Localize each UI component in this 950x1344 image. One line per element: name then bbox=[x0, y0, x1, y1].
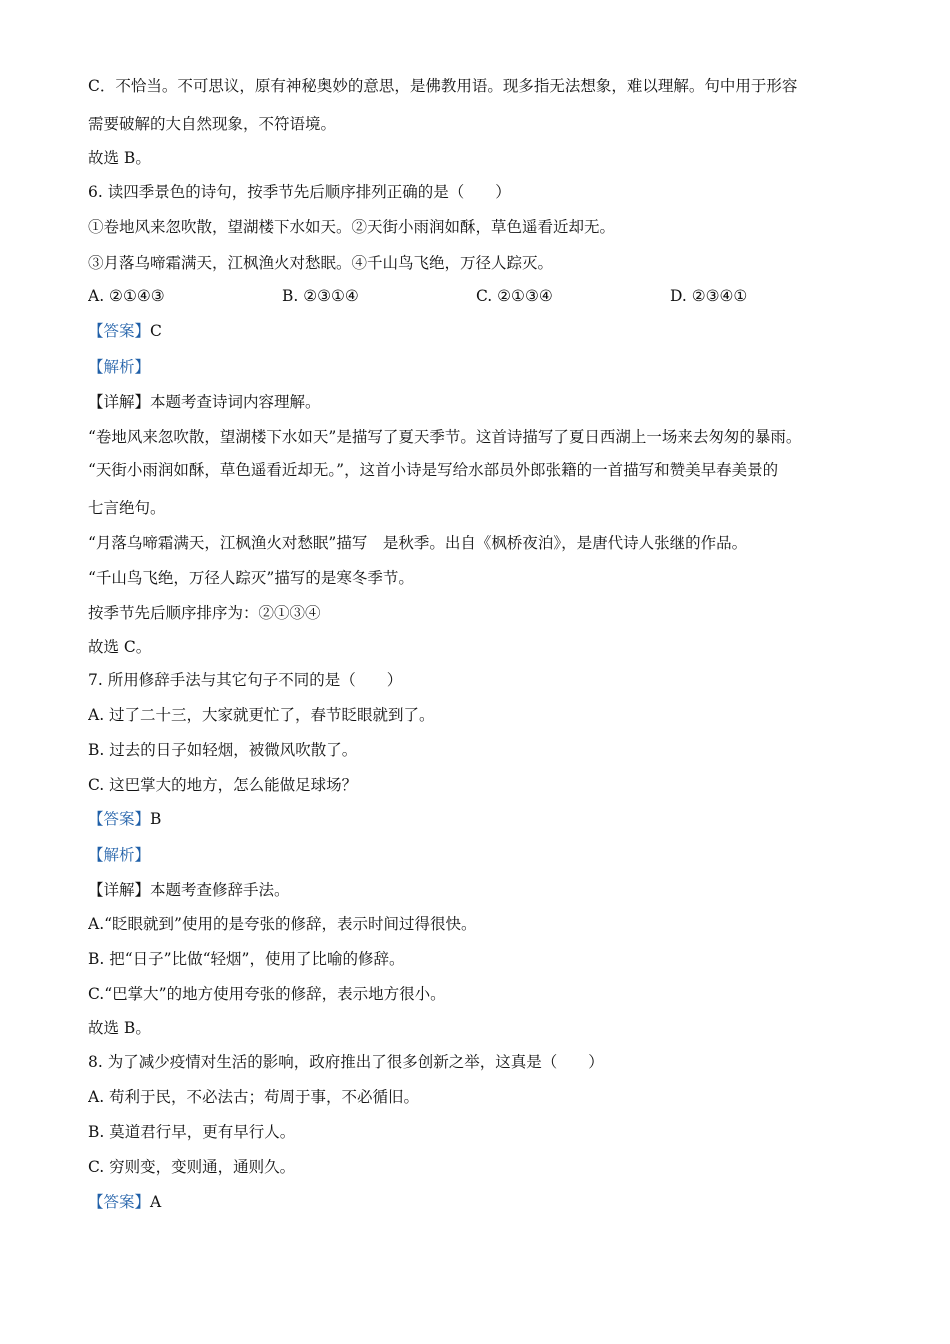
option-b: B. ②③①④ bbox=[282, 287, 359, 305]
text-line: A. 苟利于民，不必法古；苟周于事，不必循旧。 bbox=[88, 1088, 420, 1106]
answer-tag: 【答案】 bbox=[88, 322, 151, 340]
text-line: 故选 B。 bbox=[88, 149, 151, 167]
text-line: 七言绝句。 bbox=[88, 499, 166, 517]
text-line: “卷地风来忽吹散，望湖楼下水如天”是描写了夏天季节。这首诗描写了夏日西湖上一场来去匆匆的暴雨。 bbox=[88, 428, 802, 446]
text-line: 按季节先后顺序排序为：②①③④ bbox=[88, 604, 321, 622]
question-8: 8. 为了减少疫情对生活的影响，政府推出了很多创新之举，这真是（ ） bbox=[88, 1053, 604, 1071]
text-line: C. 这巴掌大的地方，怎么能做足球场？ bbox=[88, 776, 358, 794]
answer-line bbox=[88, 808, 890, 830]
answer-tag: 【答案】 bbox=[88, 1193, 151, 1211]
answer-line bbox=[88, 320, 890, 342]
answer-tag: 【答案】 bbox=[88, 810, 151, 828]
answer-value: C bbox=[150, 322, 162, 340]
text-line: C．不恰当。不可思议，原有神秘奥妙的意思，是佛教用语。现多指无法想象，难以理解。句中用于形容 bbox=[88, 77, 798, 95]
text-line: A.“眨眼就到”使用的是夸张的修辞，表示时间过得很快。 bbox=[88, 915, 477, 933]
option-d: D. ②③④① bbox=[670, 287, 748, 305]
text-line: B. 把“日子”比做“轻烟”，使用了比喻的修辞。 bbox=[88, 950, 405, 968]
analysis-tag: 【解析】 bbox=[88, 358, 151, 376]
text-line: ①卷地风来忽吹散，望湖楼下水如天。②天街小雨润如酥，草色遥看近却无。 bbox=[88, 218, 616, 236]
analysis-tag: 【解析】 bbox=[88, 846, 151, 864]
text-line: “月落乌啼霜满天，江枫渔火对愁眠”描写 是秋季。出自《枫桥夜泊》，是唐代诗人张继的作品。 bbox=[88, 534, 748, 552]
text-line: ③月落乌啼霜满天，江枫渔火对愁眠。④千山鸟飞绝，万径人踪灭。 bbox=[88, 254, 554, 272]
option-a: A. ②①④③ bbox=[88, 287, 165, 305]
option-c: C. ②①③④ bbox=[476, 287, 553, 305]
text-line: 需要破解的大自然现象，不符语境。 bbox=[88, 115, 337, 133]
text-line: 【详解】本题考查诗词内容理解。 bbox=[88, 393, 321, 411]
answer-line bbox=[88, 1191, 890, 1213]
text-line: 【详解】本题考查修辞手法。 bbox=[88, 881, 290, 899]
answer-value: B bbox=[150, 810, 162, 828]
text-line: B. 过去的日子如轻烟，被微风吹散了。 bbox=[88, 741, 358, 759]
text-line: 故选 C。 bbox=[88, 638, 152, 656]
question-7: 7. 所用修辞手法与其它句子不同的是（ ） bbox=[88, 671, 403, 689]
text-line: C.“巴掌大”的地方使用夸张的修辞，表示地方很小。 bbox=[88, 985, 446, 1003]
text-line: A. 过了二十三，大家就更忙了，春节眨眼就到了。 bbox=[88, 706, 435, 724]
text-line: “千山鸟飞绝，万径人踪灭”描写的是寒冬季节。 bbox=[88, 569, 414, 587]
text-line: C. 穷则变，变则通，通则久。 bbox=[88, 1158, 296, 1176]
text-line: 故选 B。 bbox=[88, 1019, 151, 1037]
q6-options bbox=[88, 285, 890, 307]
question-6: 6. 读四季景色的诗句，按季节先后顺序排列正确的是（ ） bbox=[88, 183, 511, 201]
answer-value: A bbox=[150, 1193, 162, 1211]
text-line: “天街小雨润如酥，草色遥看近却无。”，这首小诗是写给水部员外郎张籍的一首描写和赞美早春美景的 bbox=[88, 461, 779, 479]
text-line: B. 莫道君行早，更有早行人。 bbox=[88, 1123, 296, 1141]
